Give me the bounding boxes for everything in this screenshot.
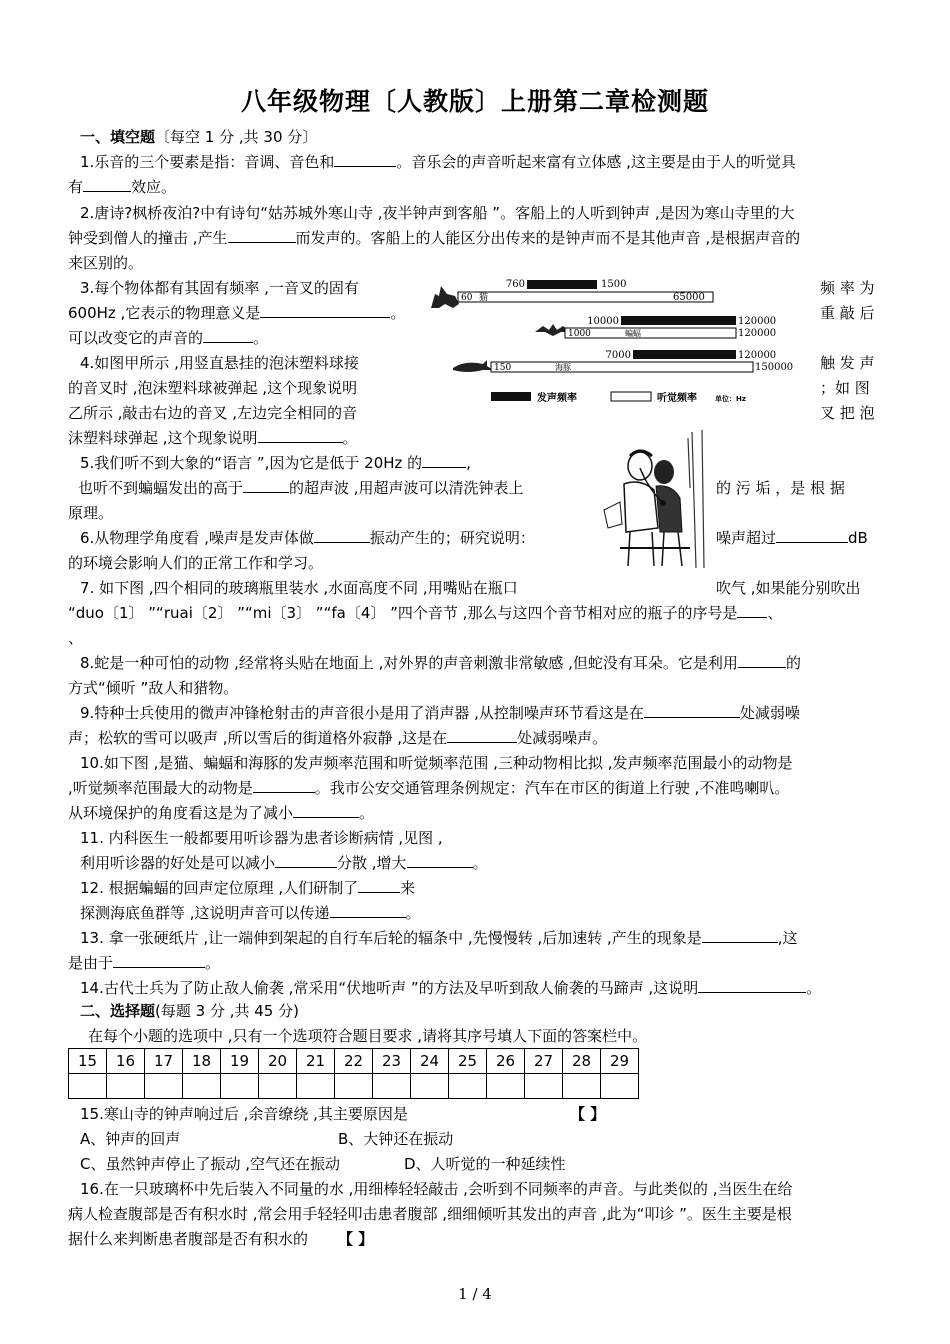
cat-name: 猫 — [479, 293, 489, 303]
q5-line3 — [68, 501, 588, 525]
answer-table-header-row — [69, 1049, 639, 1074]
legend-hear: 听觉频率 — [657, 393, 697, 404]
answer-cell[interactable] — [221, 1074, 259, 1099]
q6-line2 — [68, 551, 884, 575]
q6-text: dB — [848, 529, 868, 547]
bat-emit-hi: 120000 — [738, 316, 777, 327]
answer-blank[interactable] — [738, 651, 786, 668]
cat-emit-lo: 760 — [505, 279, 525, 290]
q11-text: 利用听诊器的好处是可以减小 — [80, 854, 276, 872]
q10-text: 。 — [359, 804, 375, 822]
bat-hear-lo: 1000 — [568, 329, 591, 339]
q9-text: 声；松软的雪可以吸声 ,所以雪后的街道格外寂静 ,这是在 — [68, 729, 448, 747]
question-number-cell: 20 — [259, 1049, 297, 1074]
q5-line1 — [80, 451, 600, 475]
dolphin-name: 海豚 — [555, 363, 571, 372]
cat-emit-hi: 1500 — [601, 279, 627, 290]
q10-text: ,听觉频率范围最大的动物是 — [68, 779, 253, 797]
q9-line2 — [68, 726, 884, 750]
answer-blank[interactable] — [243, 476, 289, 493]
question-number-cell: 21 — [297, 1049, 335, 1074]
patient-head — [654, 460, 674, 484]
q11-text: 。 — [472, 854, 488, 872]
question-number-cell: 17 — [145, 1049, 183, 1074]
q9-text: 处减弱噪 — [739, 704, 800, 722]
q6-text: 6.从物理学角度看 ,噪声是发声体做 — [80, 529, 314, 547]
q10-text: 10.如下图 ,是猫、蝙蝠和海豚的发声频率范围和听觉频率范围 ,三种动物相比拟 ,发声频率范围最小的动物是 — [80, 754, 793, 772]
page-title: 八年级物理〔人教版〕上册第二章检测题 — [240, 87, 709, 116]
q3-right1: 频 率 为 — [820, 279, 875, 297]
answer-cell[interactable] — [107, 1074, 145, 1099]
q7-line3 — [68, 626, 884, 650]
cat-emit-bar — [527, 280, 597, 289]
q4-text: 。 — [342, 429, 358, 447]
q1-text: 效应。 — [131, 178, 177, 196]
question-number-cell: 26 — [487, 1049, 525, 1074]
q11-text: 11. 内科医生一般都要用听诊器为患者诊断病情 ,见图 , — [80, 829, 443, 847]
q15-option-d[interactable]: D、人听觉的一种延续性 — [404, 1155, 566, 1173]
question-number-cell: 27 — [525, 1049, 563, 1074]
q10-text: 。我市公安交通管理条例规定：汽车在市区的街道上行驶 ,不准鸣喇叭。 — [314, 779, 790, 797]
q11-text: 分散 ,增大 — [337, 854, 407, 872]
answer-blank[interactable] — [260, 301, 390, 318]
q2-line1 — [80, 201, 896, 225]
q13-text: 。 — [205, 954, 221, 972]
q16-line1: 16.在一只玻璃杯中先后装入不同量的水 ,用细棒轻轻敲击 ,会听到不同频率的声音。与此类似的 ,当医生在给 — [80, 1180, 793, 1198]
q6-text: 振动产生的；研究说明： — [369, 529, 535, 547]
question-number-cell: 24 — [411, 1049, 449, 1074]
q16-text: 据什么来判断患者腹部是否有积水的 — [68, 1230, 309, 1248]
question-number-cell: 18 — [183, 1049, 221, 1074]
q15-option-a[interactable]: A、钟声的回声 — [80, 1130, 181, 1148]
q6-line1 — [80, 526, 600, 550]
section-title: 二、选择题 — [80, 1002, 156, 1020]
question-number-cell: 28 — [563, 1049, 601, 1074]
bat-hear-hi: 120000 — [738, 328, 777, 339]
q3-text: 3.每个物体都有其固有频率 ,一音叉的固有 — [80, 279, 359, 297]
q1-text: 有 — [68, 178, 84, 196]
answer-bracket: 【 】 — [570, 1105, 606, 1123]
q4-line2 — [68, 376, 418, 400]
answer-cell[interactable] — [601, 1074, 639, 1099]
q3-right2: 重 敲 后 — [820, 304, 875, 322]
q12-text: 探测海底鱼群等 ,这说明声音可以传递 — [80, 904, 330, 922]
q12-text: 来 — [400, 879, 416, 897]
q1-line1 — [80, 150, 896, 174]
q6-text: 的环境会影响人们的正常工作和学习。 — [68, 554, 324, 572]
q9-text: 处减弱噪声。 — [517, 729, 608, 747]
q7-right: 吹气 ,如果能分别吹出 — [716, 579, 861, 597]
q7-text: 、 — [68, 629, 84, 647]
q5-text: 原理。 — [68, 504, 114, 522]
q14-text: 14.古代士兵为了防止敌人偷袭 ,常采用“伏地听声 ”的方法及早听到敌人偷袭的马蹄声 ,这说明 — [80, 979, 699, 997]
q6-text: 噪声超过 — [716, 529, 777, 547]
answer-blank[interactable] — [258, 426, 343, 443]
q2-text: 2.唐诗?枫桥夜泊?中有诗句“姑苏城外寒山寺 ,夜半钟声到客船 ”。客船上的人听到钟声 ,是因为寒山寺里的大 — [80, 204, 795, 222]
answer-blank[interactable] — [422, 451, 466, 468]
section-note: (每题 3 分 ,共 45 分) — [155, 1002, 299, 1020]
question-number-cell: 16 — [107, 1049, 145, 1074]
q13-line2 — [68, 951, 884, 975]
legend-hear-swatch — [611, 392, 651, 401]
answer-cell[interactable] — [297, 1074, 335, 1099]
q14-line1 — [80, 976, 896, 1000]
dolphin-emit-bar — [633, 350, 736, 359]
q2-text: 而发声的。客船上的人能区分出传来的是钟声而不是其他声音 ,是根据声音的 — [295, 229, 801, 247]
dolphin-hear-lo: 150 — [494, 363, 512, 373]
q6-right — [716, 526, 868, 550]
answer-table — [68, 1048, 639, 1099]
q3-text: 。 — [253, 329, 269, 347]
q10-text: 从环境保护的角度看这是为了减小 — [68, 804, 294, 822]
dolphin-icon — [453, 360, 493, 372]
cat-icon — [431, 286, 459, 308]
q15-option-c[interactable]: C、虽然钟声停止了振动 ,空气还在振动 — [80, 1155, 341, 1173]
answer-blank[interactable] — [228, 226, 296, 243]
q8-text: 8.蛇是一种可怕的动物 ,经常将头贴在地面上 ,对外界的声音刺激非常敏感 ,但蛇没有耳朵。它是利用 — [80, 654, 738, 672]
q4-right1: 触 发 声 — [820, 354, 875, 372]
q1-text: 1.乐音的三个要素是指：音调、音色和 — [80, 153, 335, 171]
q3-text: 600Hz ,它表示的物理意义是 — [68, 304, 261, 322]
question-number-cell: 29 — [601, 1049, 639, 1074]
q11-line1 — [80, 826, 896, 850]
answer-cell[interactable] — [411, 1074, 449, 1099]
answer-blank[interactable] — [334, 150, 396, 167]
answer-cell[interactable] — [487, 1074, 525, 1099]
q3-line2 — [68, 301, 428, 325]
q7-text: 7. 如下图 ,四个相同的玻璃瓶里装水 ,水面高度不同 ,用嘴贴在瓶口 — [80, 579, 518, 597]
q12-text: 12. 根据蝙蝠的回声定位原理 ,人们研制了 — [80, 879, 359, 897]
answer-cell[interactable] — [69, 1074, 107, 1099]
q3-line1 — [80, 276, 420, 300]
dolphin-emit-lo: 7000 — [605, 350, 631, 361]
section2-intro: 在每个小题的选项中 ,只有一个选项符合题目要求 ,请将其序号填人下面的答案栏中。 — [88, 1027, 648, 1045]
answer-blank[interactable] — [776, 526, 848, 543]
dolphin-hear-bar — [491, 362, 753, 372]
q10-line3 — [68, 801, 884, 825]
q13-text: 13. 拿一张硬纸片 ,让一端伸到架起的自行车后轮的辐条中 ,先慢慢转 ,后加速转 ,产生的现象是 — [80, 929, 702, 947]
cat-hear-hi: 65000 — [673, 292, 705, 303]
answer-bracket: 【 】 — [338, 1230, 374, 1248]
q7-line1 — [80, 576, 600, 600]
answer-blank[interactable] — [644, 701, 740, 718]
q16-line2: 病人检查腹部是否有积水时 ,常会用手轻轻叩击患者腹部 ,细细倾听其发出的声音 ,此为“叩诊 ”。医生主要是根 — [68, 1205, 792, 1223]
answer-blank[interactable] — [293, 801, 359, 818]
q5-text: 的超声波 ,用超声波可以清洗钟表上 — [289, 479, 524, 497]
q8-line1 — [80, 651, 896, 675]
question-number-cell: 19 — [221, 1049, 259, 1074]
q16-line3 — [68, 1227, 884, 1251]
q13-text: ,这 — [777, 929, 798, 947]
answer-blank[interactable] — [330, 901, 406, 918]
q5-line2 — [78, 476, 598, 500]
q2-text: 来区别的。 — [68, 254, 144, 272]
dolphin-hear-hi: 150000 — [755, 362, 794, 373]
q4-line1 — [80, 351, 420, 375]
page-number: 1 / 4 — [458, 1285, 492, 1303]
answer-blank[interactable] — [702, 926, 778, 943]
section-title: 一、填空题 — [80, 128, 156, 146]
q4-text: 沫塑料球弹起 ,这个现象说明 — [68, 429, 258, 447]
section2-heading — [80, 999, 896, 1023]
q9-text: 9.特种士兵使用的微声冲锋枪射击的声音很小是用了消声器 ,从控制噪声环节看这是在 — [80, 704, 644, 722]
answer-cell[interactable] — [259, 1074, 297, 1099]
q9-line1 — [80, 701, 896, 725]
answer-blank[interactable] — [314, 526, 370, 543]
answer-cell[interactable] — [335, 1074, 373, 1099]
answer-cell[interactable] — [525, 1074, 563, 1099]
legend-unit: 单位：Hz — [715, 395, 746, 403]
question-number-cell: 25 — [449, 1049, 487, 1074]
q15-text: 15.寒山寺的钟声响过后 ,余音缭绕 ,其主要原因是 — [80, 1105, 408, 1123]
legend-emit-swatch — [491, 392, 531, 401]
q3-text: 可以改变它的声音的 — [68, 329, 204, 347]
q12-line2 — [80, 901, 896, 925]
bat-emit-bar — [621, 316, 736, 325]
q15-option-b[interactable]: B、大钟还在振动 — [338, 1130, 454, 1148]
q10-line2 — [68, 776, 884, 800]
q3-text: 。 — [390, 304, 406, 322]
q13-text: 是由于 — [68, 954, 114, 972]
q15-stem — [80, 1102, 896, 1126]
answer-blank[interactable] — [83, 175, 131, 192]
q14-text: 。 — [806, 979, 822, 997]
answer-cell[interactable] — [563, 1074, 601, 1099]
q13-line1 — [80, 926, 896, 950]
q4-text: 乙所示 ,敲击右边的音叉 ,左边完全相同的音 — [68, 404, 358, 422]
q4-line4 — [68, 426, 418, 450]
section-note: 〔每空 1 分 ,共 30 分〕 — [155, 128, 318, 146]
section-heading-fill — [80, 125, 896, 149]
frequency-range-figure — [425, 274, 815, 414]
q4-right2: ；如 图 — [820, 379, 870, 397]
answer-cell[interactable] — [183, 1074, 221, 1099]
answer-cell[interactable] — [145, 1074, 183, 1099]
q8-line2 — [68, 676, 884, 700]
answer-blank[interactable] — [358, 876, 400, 893]
answer-blank[interactable] — [407, 851, 473, 868]
q5-text: 也听不到蝙蝠发出的高于 — [78, 479, 244, 497]
q7-line2 — [68, 601, 884, 625]
answer-blank[interactable] — [253, 776, 315, 793]
q4-text: 4.如图甲所示 ,用竖直悬挂的泡沫塑料球接 — [80, 354, 359, 372]
q8-text: 方式“倾听 ”敌人和猎物。 — [68, 679, 239, 697]
q4-text: 的音叉时 ,泡沫塑料球被弹起 ,这个现象说明 — [68, 379, 358, 397]
answer-blank[interactable] — [698, 976, 806, 993]
q3-line3 — [68, 326, 408, 350]
q1-text: 。音乐会的声音听起来富有立体感 ,这主要是由于人的听觉具 — [396, 153, 796, 171]
q5-text: 5.我们听不到大象的“语言 ”,因为它是低于 20Hz 的 — [80, 454, 423, 472]
q1-line2 — [68, 175, 884, 199]
bat-emit-lo: 10000 — [587, 316, 619, 327]
q11-line2 — [80, 851, 896, 875]
q7-text: “duo〔1〕 ”“ruai〔2〕 ”“mi〔3〕 ”“fa〔4〕 ”四个音节 ,那么与这四个音节相对应的瓶子的序号是 — [68, 604, 738, 622]
answer-blank[interactable] — [203, 326, 253, 343]
q2-line2 — [68, 226, 884, 250]
q12-text: 。 — [405, 904, 421, 922]
answer-blank[interactable] — [737, 601, 767, 618]
answer-blank[interactable] — [447, 726, 517, 743]
q4-line3 — [68, 401, 418, 425]
bat-name: 蝙蝠 — [625, 329, 641, 338]
q12-line1 — [80, 876, 896, 900]
answer-blank[interactable] — [275, 851, 337, 868]
q4-right3: 叉 把 泡 — [820, 404, 875, 422]
answer-cell[interactable] — [449, 1074, 487, 1099]
question-number-cell: 23 — [373, 1049, 411, 1074]
stethoscope-figure — [600, 428, 712, 570]
cat-hear-lo: 60 — [461, 293, 473, 303]
q2-text: 钟受到僧人的撞击 ,产生 — [68, 229, 228, 247]
legend-emit: 发声频率 — [537, 393, 577, 404]
q5-text: , — [466, 454, 471, 472]
q5-right: 的 污 垢 ，是 根 据 — [716, 479, 845, 497]
question-number-cell: 15 — [69, 1049, 107, 1074]
q8-text: 的 — [785, 654, 801, 672]
answer-cell[interactable] — [373, 1074, 411, 1099]
dolphin-emit-hi: 120000 — [738, 350, 777, 361]
q10-line1 — [80, 751, 896, 775]
q2-line3 — [68, 251, 884, 275]
answer-blank[interactable] — [113, 951, 205, 968]
question-number-cell: 22 — [335, 1049, 373, 1074]
answer-table-answer-row — [69, 1074, 639, 1099]
q7-text: 、 — [767, 604, 783, 622]
